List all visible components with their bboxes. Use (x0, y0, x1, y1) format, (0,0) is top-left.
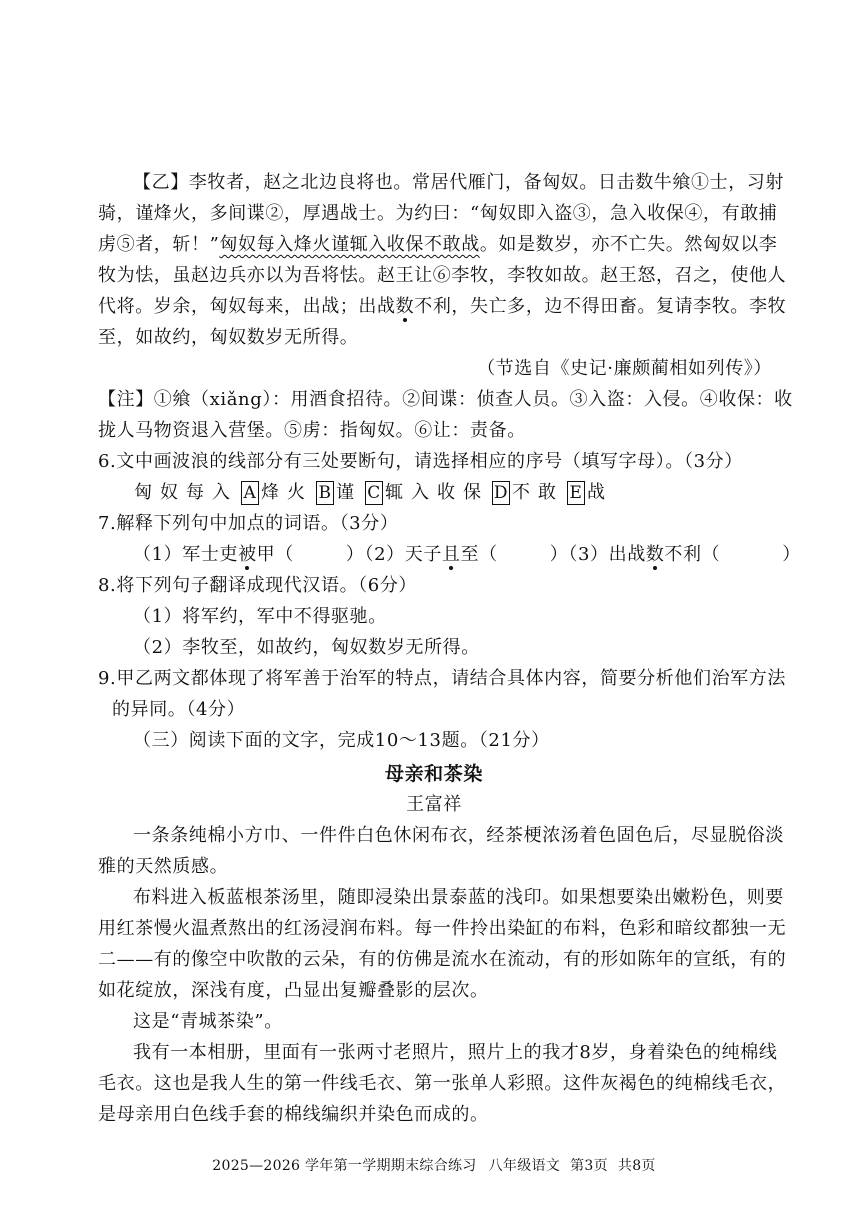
dotted-word: 数 (395, 296, 415, 317)
question-8: 8.将下列句子翻译成现代汉语。（6分） (98, 575, 418, 596)
dotted-word: 且 (441, 544, 461, 565)
article-paragraph-1-line-1: 一条条纯棉小方巾、一件件白色休闲布衣，经茶梗浓汤着色固色后，尽显脱俗淡 (133, 825, 784, 846)
article-author: 王富祥 (406, 794, 462, 815)
article-paragraph-4-line-3: 是母亲用白色线手套的棉线编织并染色而成的。 (98, 1104, 489, 1125)
article-title: 母亲和茶染 (384, 763, 483, 785)
yi-paragraph-line-1: 【乙】李牧者，赵之北边良将也。常居代雁门，备匈奴。日击数牛飨①士，习射 (133, 172, 784, 193)
source-citation: （节选自《史记·廉颇蔺相如列传》） (477, 358, 772, 379)
section-3-heading: （三）阅读下面的文字，完成10～13题。（21分） (133, 730, 550, 751)
article-paragraph-2-line-1: 布料进入板蓝根茶汤里，随即浸染出景泰蓝的浅印。如果想要染出嫩粉色，则要 (133, 887, 784, 908)
article-paragraph-2-line-3: 二——有的像空中吹散的云朵，有的仿佛是流水在流动，有的形如陈年的宣纸，有的 (98, 949, 787, 970)
question-6-segments (134, 480, 613, 506)
segment-text: 烽火 (261, 482, 313, 503)
yi-paragraph-line-6: 至，如故约，匈奴数岁无所得。 (98, 327, 359, 348)
note-line-2: 拢人马物资退入营堡。⑤虏：指匈奴。⑥让：责备。 (98, 420, 526, 441)
segment-text: 匈奴每入 (134, 482, 238, 503)
yi-text: 。如是数岁，亦不亡失。然匈奴以李 (479, 234, 778, 255)
q7-item-2: （2）天子且至（ ） (364, 544, 569, 565)
yi-paragraph-line-4: 牧为怯，虽赵边兵亦以为吾将怯。赵王让⑥李牧，李牧如故。赵王怒，召之，使他人 (98, 265, 787, 286)
segment-text: 不敢 (512, 482, 564, 503)
yi-paragraph-line-3 (98, 232, 777, 258)
question-9-line-1: 9.甲乙两文都体现了将军善于治军的特点，请结合具体内容，简要分析他们治军方法 (98, 668, 786, 689)
yi-text: 不利，失亡多，边不得田畜。复请李牧。李牧 (414, 296, 787, 317)
question-9-line-2: 的异同。（4分） (112, 699, 246, 720)
dotted-word: 数 (645, 544, 665, 565)
article-paragraph-3: 这是“青城茶染”。 (133, 1011, 283, 1032)
yi-paragraph-line-5 (98, 294, 786, 320)
question-8-item-2: （2）李牧至，如故约，匈奴数岁无所得。 (133, 637, 480, 658)
footer-page-number: 第3页 (570, 1158, 608, 1174)
break-box-a: A (241, 481, 259, 505)
question-8-item-1: （1）将军约，军中不得驱驰。 (133, 606, 387, 627)
dotted-word: 被 (238, 544, 257, 565)
article-paragraph-2-line-2: 用红茶慢火温煮熬出的红汤浸润布料。每一件拎出染缸的布料，色彩和暗纹都独一无 (98, 918, 787, 939)
break-box-d: D (493, 483, 509, 503)
article-paragraph-2-line-4: 如花绽放，深浅有度，凸显出复瓣叠影的层次。 (98, 980, 489, 1001)
q7-item-3: （3）出战数不利（ ） (568, 544, 801, 565)
yi-text: 代将。岁余，匈奴每来，出战；出战 (98, 296, 396, 317)
q7-item-1: （1）军士吏被甲（ ） (133, 544, 365, 565)
break-box-c: C (365, 481, 383, 505)
question-7: 7.解释下列句中加点的词语。（3分） (98, 513, 399, 534)
page-footer (0, 1155, 868, 1175)
note-line-1: 【注】①飨（xiǎng）：用酒食招待。②间谍：侦查人员。③入盗：入侵。④收保：收 (98, 389, 793, 410)
question-6: 6.文中画波浪的线部分有三处要断句，请选择相应的序号（填写字母）。（3分） (98, 451, 743, 472)
article-paragraph-4-line-2: 毛衣。这也是我人生的第一件线毛衣、第一张单人彩照。这件灰褐色的纯棉线毛衣， (98, 1073, 787, 1094)
footer-exam-name: 2025—2026 学年第一学期期末综合练习 (212, 1158, 477, 1174)
segment-text: 战 (587, 482, 613, 503)
yi-paragraph-line-2: 骑，谨烽火，多间谍②，厚遇战士。为约曰：“匈奴即入盗③，急入收保④，有敢捕 (98, 203, 778, 224)
break-box-e: E (567, 481, 585, 505)
break-box-b: B (316, 481, 334, 505)
wavy-underlined-sentence: 匈奴每入烽火谨辄入收保不敢战 (219, 234, 480, 255)
article-paragraph-1-line-2: 雅的天然质感。 (98, 856, 229, 877)
yi-text: 虏⑤者，斩！” (98, 234, 220, 255)
article-paragraph-4-line-1: 我有一本相册，里面有一张两寸老照片，照片上的我才8岁，身着染色的纯棉线 (133, 1042, 778, 1063)
question-7-items (133, 542, 801, 568)
footer-subject: 八年级语文 (488, 1158, 561, 1174)
footer-total-pages: 共8页 (617, 1158, 656, 1174)
segment-text: 辄入收保 (385, 482, 489, 503)
segment-text: 谨 (336, 482, 362, 503)
